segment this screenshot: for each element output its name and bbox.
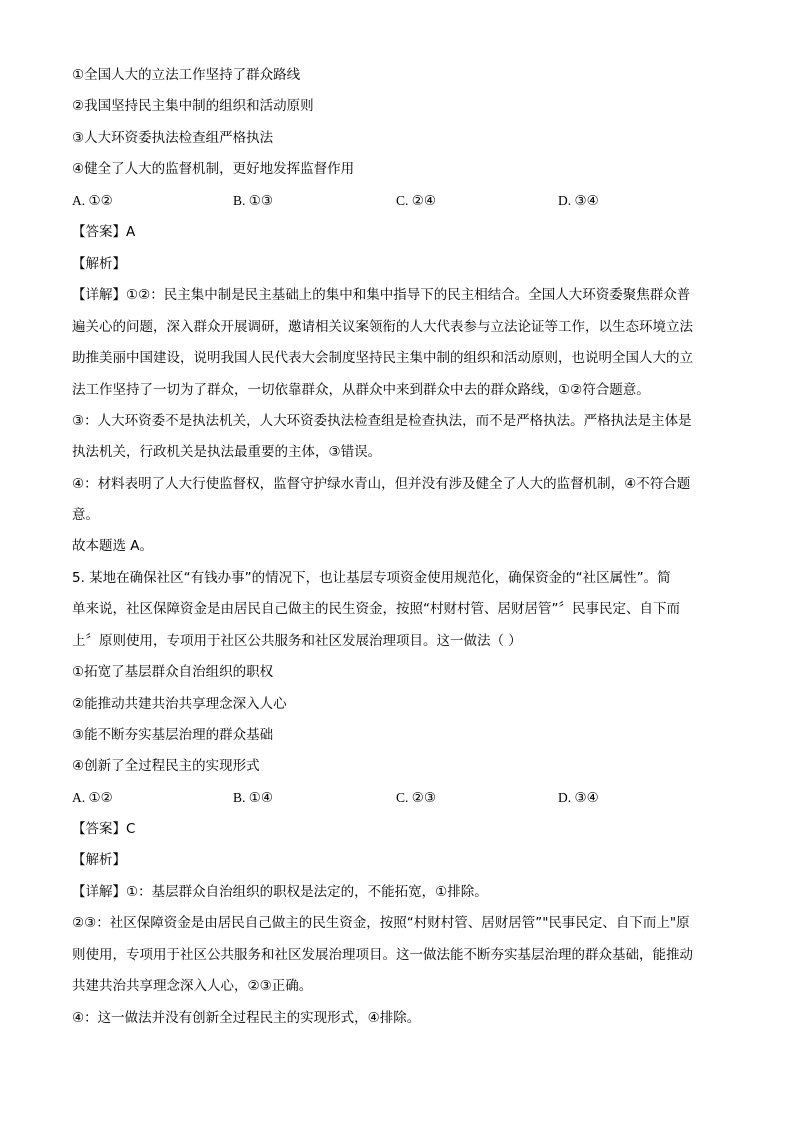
analysis-title: 【解析】 [72,852,126,868]
statement-3: ③能不断夯实基层治理的群众基础 [72,727,274,743]
statement-4: ④健全了人大的监督机制，更好地发挥监督作用 [72,161,355,177]
analysis-line: 【详解】①：基层群众自治组织的职权是法定的，不能拓宽，①排除。 [72,884,488,900]
analysis-title: 【解析】 [72,256,126,272]
statement-4: ④创新了全过程民主的实现形式 [72,758,260,774]
option-c: C. ②④ [396,193,436,208]
option-b: B. ①③ [233,193,273,208]
analysis-line: ④：材料表明了人大行使监督权，监督守护绿水青山，但并没有涉及健全了人大的监督机制，④不符合题 [72,476,691,492]
analysis-line: 共建共治共享理念深入人心，②③正确。 [72,978,313,994]
analysis-line: 执法机关，行政机关是执法最重要的主体，③错误。 [72,444,382,460]
analysis-line: 助推美丽中国建设，说明我国人民代表大会制度坚持民主集中制的组织和活动原则，也说明全国人大的立 [72,350,693,366]
analysis-line: ③：人大环资委不是执法机关，人大环资委执法检查组是检查执法，而不是严格执法。严格执法是主体是 [72,413,692,429]
analysis-line: 法工作坚持了一切为了群众，一切依靠群众，从群众中来到群众中去的群众路线，①②符合题意。 [72,382,650,398]
analysis-line: ②③：社区保障资金是由居民自己做主的民生资金，按照“村财村管、居财居管”"民事民定、自下而上"原 [72,915,690,931]
option-d: D. ③④ [558,193,599,208]
statement-3: ③人大环资委执法检查组严格执法 [72,130,274,146]
question-line: 上〞原则使用，专项用于社区公共服务和社区发展治理项目。这一做法（ ） [72,633,522,649]
option-c: C. ②③ [396,790,436,805]
option-d: D. ③④ [558,790,599,805]
option-a: A. ①② [72,193,113,208]
option-a: A. ①② [72,790,113,805]
answer: 【答案】C [72,821,136,837]
analysis-line: 则使用，专项用于社区公共服务和社区发展治理项目。这一做法能不断夯实基层治理的群众基础，能推动 [72,947,693,963]
question-line: 5. 某地在确保社区“有钱办事”的情况下，也让基层专项资金使用规范化，确保资金的“社区属性”。简 [72,570,671,586]
analysis-line: ④：这一做法并没有创新全过程民主的实现形式，④排除。 [72,1010,421,1026]
question-line: 单来说，社区保障资金是由居民自己做主的民生资金，按照“村财村管、居财居管”〞民事民定、自下而 [72,601,680,617]
analysis-line: 意。 [72,507,99,523]
analysis-line: 遍关心的问题，深入群众开展调研，邀请相关议案领衔的人大代表参与立法论证等工作，以生态环境立法 [72,319,693,335]
statement-1: ①拓宽了基层群众自治组织的职权 [72,664,274,680]
conclusion-line: 故本题选 A。 [72,538,154,554]
option-b: B. ①④ [233,790,273,805]
analysis-line: 【详解】①②：民主集中制是民主基础上的集中和集中指导下的民主相结合。全国人大环资委聚焦群众普 [72,287,691,303]
statement-2: ②能推动共建共治共享理念深入人心 [72,696,287,712]
statement-2: ②我国坚持民主集中制的组织和活动原则 [72,98,314,114]
answer: 【答案】A [72,224,136,240]
statement-1: ①全国人大的立法工作坚持了群众路线 [72,67,301,83]
